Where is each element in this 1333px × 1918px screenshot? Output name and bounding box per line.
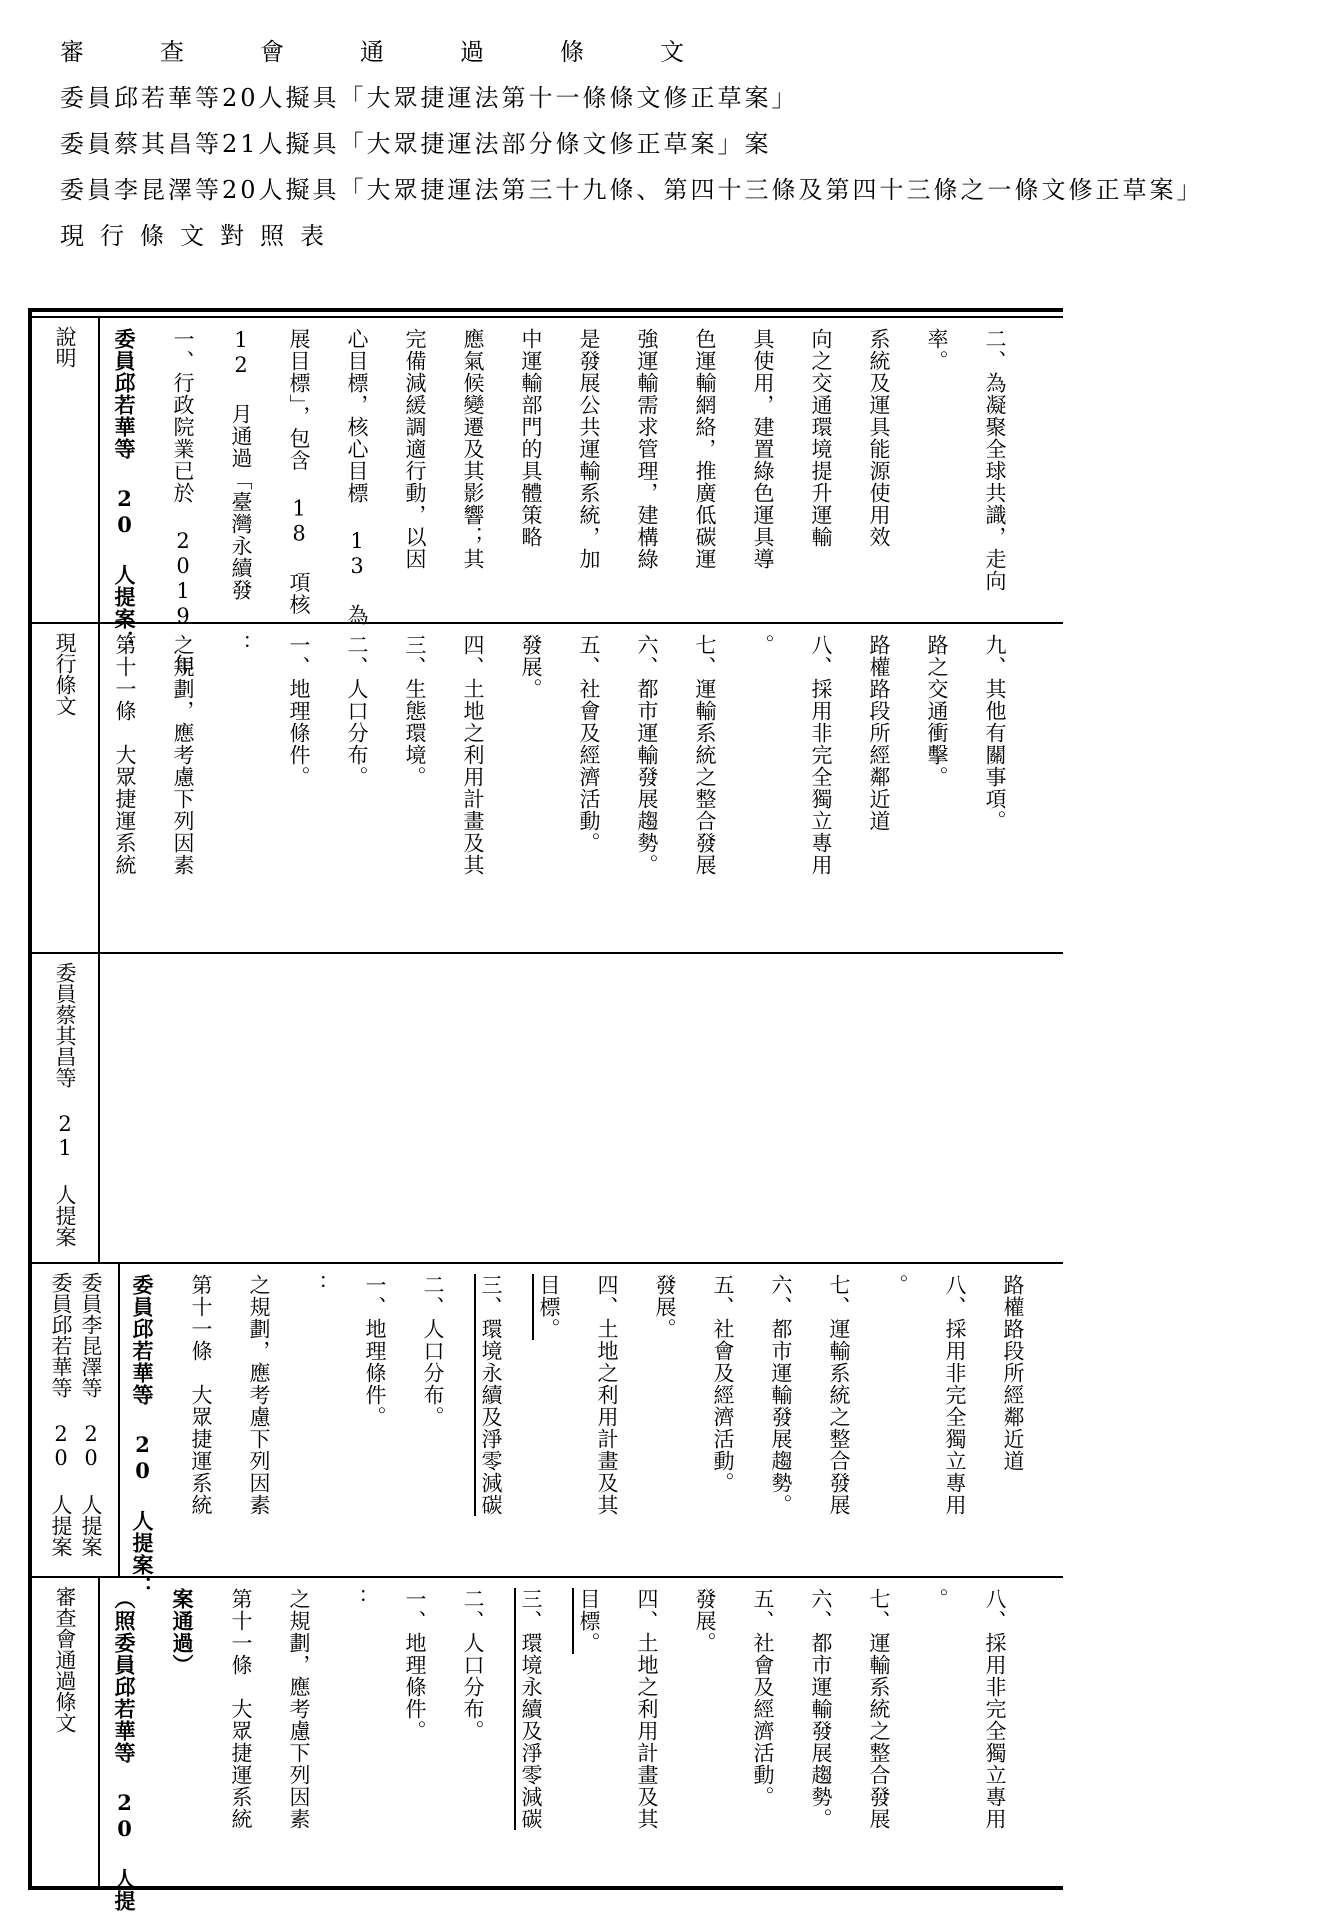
text-line: ： — [229, 634, 253, 656]
title-line: 審 查 會 通 過 條 文 — [60, 38, 710, 66]
text-line: 委員邱若華等 20 人提案： — [130, 1274, 155, 1598]
text-line: 完備減緩調適行動，以因 — [403, 328, 427, 570]
text-line: 一、行政院業已於 2019 年 — [171, 328, 195, 676]
band-qiu-li — [32, 1262, 1063, 1598]
text-line: 二、人口分布。 — [421, 1274, 445, 1428]
text-line: 目標。 — [577, 1588, 601, 1654]
document-title — [60, 40, 1240, 300]
text-line: 色運輸網絡，推廣低碳運 — [693, 328, 717, 570]
text-line: 系統及運具能源使用效 — [867, 328, 891, 548]
text-line: 應氣候變遷及其影響；其 — [461, 328, 485, 570]
text-line: ： — [345, 1588, 369, 1610]
text-line: 八、採用非完全獨立專用 — [809, 634, 833, 876]
text-line: 八、採用非完全獨立專用 — [943, 1274, 967, 1516]
title-line: 委員李昆澤等20人擬具「大眾捷運法第三十九條、第四十三條及第四十三條之一條文修正草案」 — [60, 176, 1204, 204]
text-line: 路權路段所經鄰近道 — [867, 634, 891, 832]
text-line: 五、社會及經濟活動。 — [711, 1274, 735, 1494]
band-header-text: 現行條文 — [53, 632, 77, 716]
text-line: 是發展公共運輸系統，加 — [577, 328, 601, 570]
text-line: 路之交通衝擊。 — [925, 634, 949, 788]
text-line: 強運輸需求管理，建構綠 — [635, 328, 659, 570]
text-line: 九、其他有關事項。 — [983, 634, 1007, 832]
text-line: ： — [305, 1274, 329, 1296]
text-line: 五、社會及經濟活動。 — [577, 634, 601, 854]
text-line: 率。 — [925, 328, 949, 372]
text-line: 發展。 — [519, 634, 543, 700]
text-line: 一、地理條件。 — [287, 634, 311, 788]
text-line: 第十一條 大眾捷運系統 — [189, 1274, 213, 1516]
text-line: 發展。 — [653, 1274, 677, 1340]
text-line: 具使用，建置綠色運具導 — [751, 328, 775, 570]
text-line: 三、環境永續及淨零減碳 — [519, 1588, 543, 1830]
text-line: 一、地理條件。 — [363, 1274, 387, 1428]
text-line: 二、人口分布。 — [345, 634, 369, 788]
text-line: 中運輸部門的具體策略 — [519, 328, 543, 548]
text-line: 七、運輸系統之整合發展 — [693, 634, 717, 876]
text-line: 第十一條 大眾捷運系統 — [229, 1588, 253, 1830]
text-line: 四、土地之利用計畫及其 — [595, 1274, 619, 1516]
text-line: 發展。 — [693, 1588, 717, 1654]
text-line: 路權路段所經鄰近道 — [1001, 1274, 1025, 1472]
band-header — [32, 318, 100, 622]
text-line: 六、都市運輸發展趨勢。 — [769, 1274, 793, 1516]
text-line: 二、為凝聚全球共識，走向 — [983, 328, 1007, 592]
band-header-text: 委員李昆澤等 20 人提案 — [79, 1272, 103, 1557]
title-line: 委員邱若華等20人擬具「大眾捷運法第十一條條文修正草案」 — [60, 84, 799, 112]
band-header — [32, 624, 100, 952]
text-line: 。 — [751, 634, 775, 656]
text-line: 第十一條 大眾捷運系統 — [113, 634, 137, 876]
text-line: 。 — [885, 1274, 909, 1296]
text-line: 二、人口分布。 — [461, 1588, 485, 1742]
text-line: 目標。 — [537, 1274, 561, 1340]
text-line: 案通過） — [170, 1588, 195, 1676]
text-line: 12 月通過「臺灣永續發 — [229, 328, 253, 601]
text-line: 委員邱若華等 20 人提案： — [112, 328, 137, 652]
text-line: 三、生態環境。 — [403, 634, 427, 788]
text-line: 六、都市運輸發展趨勢。 — [635, 634, 659, 876]
text-line: 五、社會及經濟活動。 — [751, 1588, 775, 1808]
text-line: 向之交通環境提升運輸 — [809, 328, 833, 548]
text-line: 七、運輸系統之整合發展 — [827, 1274, 851, 1516]
band-header-text: 說明 — [53, 326, 77, 368]
text-line: 七、運輸系統之整合發展 — [867, 1588, 891, 1830]
text-line: 三、環境永續及淨零減碳 — [479, 1274, 503, 1516]
band-header-text: 委員蔡其昌等 21 人提案 — [53, 962, 77, 1247]
band-header-text: 審查會通過條文 — [53, 1586, 77, 1733]
text-line: 之規劃，應考慮下列因素 — [287, 1588, 311, 1830]
text-line: 展目標」，包含 18 項核 — [287, 328, 311, 616]
band-header — [32, 1578, 100, 1886]
text-line: 四、土地之利用計畫及其 — [635, 1588, 659, 1830]
band-passed — [32, 1576, 1063, 1912]
title-line: 現行條文對照表 — [60, 222, 340, 250]
band-header — [32, 1264, 120, 1576]
text-line: 六、都市運輸發展趨勢。 — [809, 1588, 833, 1830]
text-line: （照委員邱若華等 20 人提 — [112, 1588, 137, 1912]
title-line: 委員蔡其昌等21人擬具「大眾捷運法部分條文修正草案」案 — [60, 130, 772, 158]
text-line: 之規劃，應考慮下列因素 — [171, 634, 195, 876]
text-line: 一、地理條件。 — [403, 1588, 427, 1742]
text-line: 。 — [925, 1588, 949, 1610]
band-cai — [32, 952, 1063, 1262]
text-line: 四、土地之利用計畫及其 — [461, 634, 485, 876]
band-header-text: 委員邱若華等 20 人提案 — [49, 1272, 73, 1557]
band-header — [32, 954, 100, 1262]
text-line: 心目標，核心目標 13 為 — [345, 328, 369, 626]
text-line: 之規劃，應考慮下列因素 — [247, 1274, 271, 1516]
text-line: 八、採用非完全獨立專用 — [983, 1588, 1007, 1830]
